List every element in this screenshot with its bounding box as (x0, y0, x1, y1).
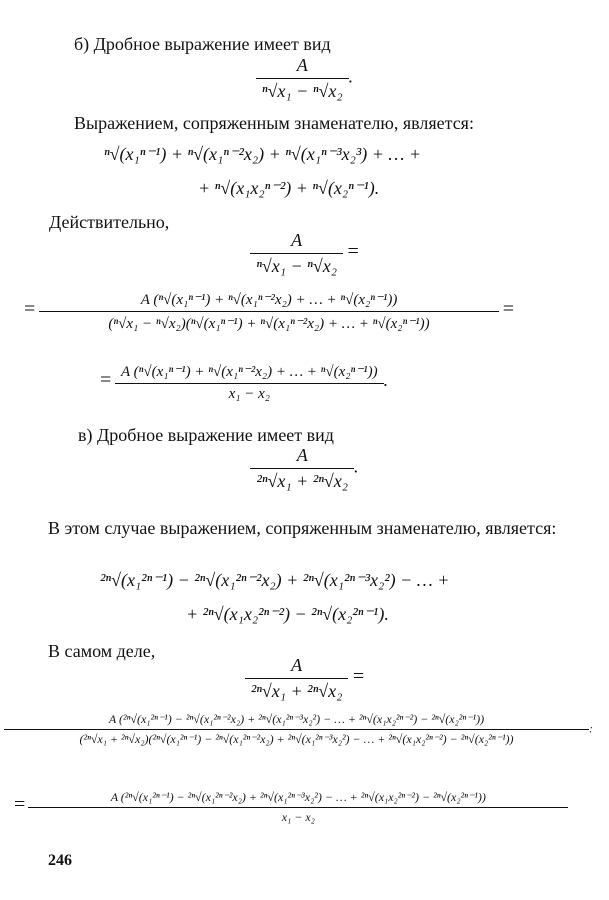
paragraph-conjugate-2n: В этом случае выражением, сопряженным знаменателю, является: (48, 518, 557, 538)
formula-2n-simplified (14, 790, 568, 825)
fraction-bar (250, 253, 343, 254)
fraction-denominator: ²ⁿ√x₁ + ²ⁿ√x₂ (256, 471, 349, 491)
fraction-bar (4, 729, 589, 730)
fraction-denominator: ²ⁿ√x₁ + ²ⁿ√x₂ (250, 681, 343, 701)
fraction-numerator: A (296, 445, 308, 465)
formula-in-fact-lhs (0, 655, 609, 702)
fraction-denominator: (ⁿ√x₁ − ⁿ√x₂)(ⁿ√(x₁ⁿ⁻¹) + ⁿ√(x₁ⁿ⁻²x₂) + … + ⁿ√(x₂ⁿ⁻¹)) (108, 316, 430, 332)
fraction-numerator: A (291, 655, 303, 675)
paragraph-indeed: Действительно, (49, 212, 170, 232)
colon: : (589, 721, 593, 736)
equals-sign: = (502, 297, 515, 320)
fraction-numerator: A (²ⁿ√(x₁²ⁿ⁻¹) − ²ⁿ√(x₁²ⁿ⁻²x₂) + ²ⁿ√(x₁²ⁿ⁻³x₂²) − … + ²ⁿ√(x₁x₂²ⁿ⁻²) − ²ⁿ√(x₂²ⁿ⁻¹)) (108, 712, 485, 726)
fraction-bar (256, 78, 349, 79)
period: . (354, 456, 359, 477)
fraction-bar (115, 383, 384, 384)
fraction-bar (28, 807, 568, 808)
fraction-numerator: A (296, 55, 308, 75)
formula-conjugate-line-1: ⁿ√(x₁ⁿ⁻¹) + ⁿ√(x₁ⁿ⁻²x₂) + ⁿ√(x₁ⁿ⁻³x₂³) + … + (104, 144, 422, 164)
paragraph-in-fact: В самом деле, (48, 641, 156, 661)
fraction-denominator: ⁿ√x₁ − ⁿ√x₂ (261, 81, 343, 101)
fraction-numerator: A (291, 230, 303, 250)
paragraph-conjugate-intro: Выражением, сопряженным знаменателю, является: (74, 113, 474, 133)
formula-fraction-nth-roots (0, 55, 609, 102)
formula-2n-expanded-product (4, 712, 593, 747)
fraction-numerator: A (ⁿ√(x₁ⁿ⁻¹) + ⁿ√(x₁ⁿ⁻²x₂) + … + ⁿ√(x₂ⁿ⁻¹)) (121, 364, 378, 380)
fraction (115, 362, 384, 403)
equals-sign: = (24, 297, 36, 320)
equals-sign: = (352, 665, 365, 688)
formula-conjugate-2n-line-2: + ²ⁿ√(x₁x₂²ⁿ⁻²) − ²ⁿ√(x₂²ⁿ⁻¹). (186, 604, 389, 624)
fraction (39, 290, 499, 333)
fraction-numerator: A (ⁿ√(x₁ⁿ⁻¹) + ⁿ√(x₁ⁿ⁻²x₂) + … + ⁿ√(x₂ⁿ⁻¹)) (140, 292, 398, 308)
fraction-denominator: x₁ − x₂ (281, 810, 315, 824)
period: . (348, 66, 354, 87)
formula-indeed-lhs (0, 230, 609, 277)
fraction (250, 230, 343, 277)
page-number: 246 (48, 852, 72, 869)
fraction-bar (250, 468, 354, 469)
formula-conjugate-2n-line-1: ²ⁿ√(x₁²ⁿ⁻¹) − ²ⁿ√(x₁²ⁿ⁻²x₂) + ²ⁿ√(x₁²ⁿ⁻³x₂²) − … + (100, 570, 450, 590)
fraction (250, 445, 354, 492)
period: . (383, 369, 389, 390)
fraction (245, 655, 349, 702)
fraction-bar (39, 311, 499, 312)
paragraph-b-intro: б) Дробное выражение имеет вид (74, 34, 331, 54)
fraction (28, 790, 568, 825)
formula-conjugate-line-2: + ⁿ√(x₁x₂ⁿ⁻²) + ⁿ√(x₂ⁿ⁻¹). (198, 178, 380, 198)
equals-sign: = (347, 240, 359, 263)
formula-simplified (100, 362, 388, 403)
fraction-denominator: x₁ − x₂ (228, 386, 271, 402)
fraction-denominator: (²ⁿ√x₁ + ²ⁿ√x₂)(²ⁿ√(x₁²ⁿ⁻¹) − ²ⁿ√(x₁²ⁿ⁻²x₂) + ²ⁿ√(x₁²ⁿ⁻³x₂²) − … + ²ⁿ√(x₁x₂²ⁿ⁻²) − ²ⁿ√(x₂²ⁿ⁻¹)) (79, 732, 514, 746)
equals-sign: = (14, 793, 26, 816)
paragraph-v-intro: в) Дробное выражение имеет вид (78, 425, 334, 445)
fraction (256, 55, 349, 102)
fraction-denominator: ⁿ√x₁ − ⁿ√x₂ (256, 256, 337, 276)
equals-sign: = (100, 368, 112, 391)
formula-fraction-2n-roots (0, 445, 609, 492)
formula-expanded-product (24, 290, 514, 333)
fraction-bar (245, 678, 349, 679)
fraction-numerator: A (²ⁿ√(x₁²ⁿ⁻¹) − ²ⁿ√(x₁²ⁿ⁻²x₂) + ²ⁿ√(x₁²ⁿ⁻³x₂²) − … + ²ⁿ√(x₁x₂²ⁿ⁻²) − ²ⁿ√(x₂²ⁿ⁻¹)) (110, 790, 486, 804)
fraction (4, 712, 589, 747)
